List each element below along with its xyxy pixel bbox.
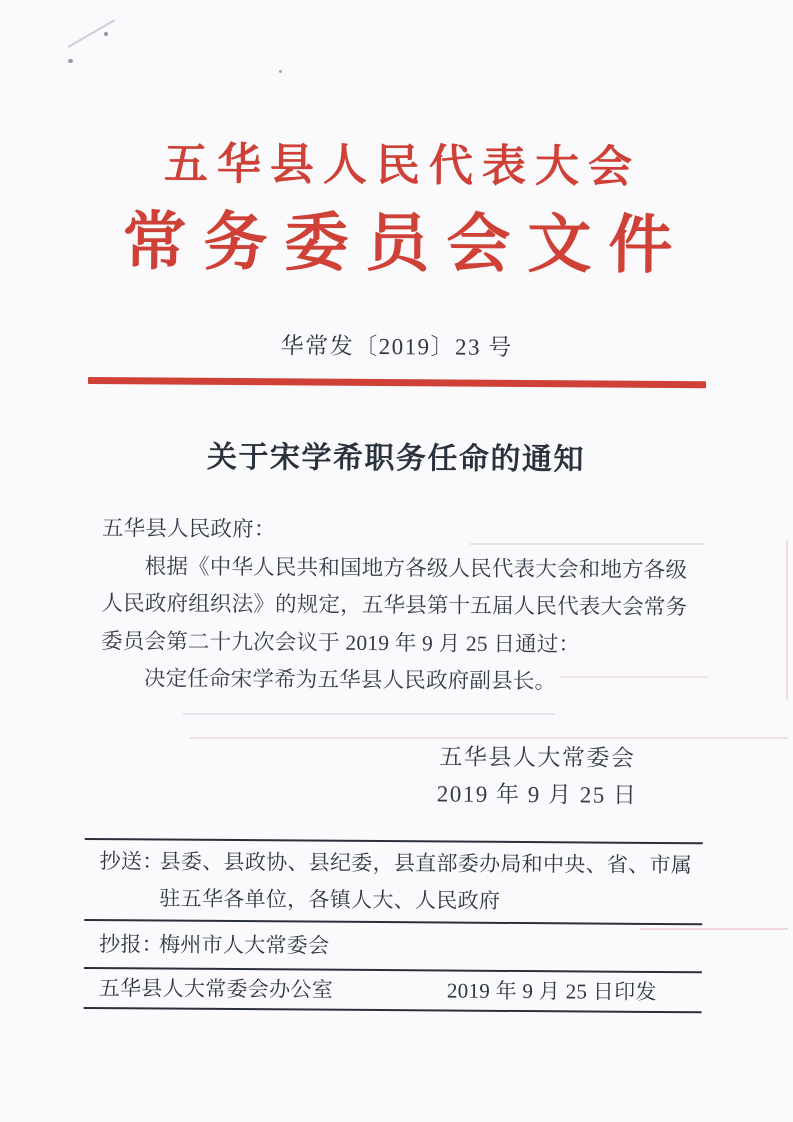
report-row <box>84 919 702 971</box>
issuing-org-name: 五华县人民代表大会 <box>163 139 642 192</box>
document-type-heading: 常务委员会文件 <box>122 206 690 282</box>
cc-line: 县委、县政协、县纪委，县直部委办局和中央、省、市属 <box>159 849 693 878</box>
signature-block <box>367 738 708 814</box>
print-date: 2019 年 9 月 25 日印发 <box>446 978 657 1004</box>
cc-line: 驻五华各单位，各镇人大、人民政府 <box>159 885 501 913</box>
report-label: 抄报： <box>98 932 164 957</box>
decision-line: 决定任命宋学希为五华县人民政府副县长。 <box>143 666 557 694</box>
issuing-office: 五华县人大常委会办公室 <box>98 976 334 1002</box>
red-divider-rule <box>88 377 706 388</box>
document-body <box>101 510 686 702</box>
signature-date: 2019 年 9 月 25 日 <box>436 781 638 808</box>
cc-label: 抄送： <box>99 849 164 874</box>
signature-org: 五华县人大常委会 <box>439 744 636 771</box>
document-title: 关于宋学希职务任命的通知 <box>206 440 586 477</box>
body-line: 人民政府组织法》的规定，五华县第十五届人民代表大会常务 <box>101 591 688 620</box>
salutation-line: 五华县人民政府： <box>101 516 276 542</box>
body-line: 委员会第二十九次会议于 2019 年 9 月 25 日通过： <box>101 628 581 656</box>
report-recipient: 梅州市人大常委会 <box>158 932 330 958</box>
document-footer <box>84 838 703 1013</box>
issue-row <box>84 967 702 1013</box>
cc-row <box>84 838 703 923</box>
document-number: 华常发〔2019〕23 号 <box>280 333 513 360</box>
body-line: 根据《中华人民共和国地方各级人民代表大会和地方各级 <box>144 553 688 582</box>
cc-recipients <box>159 843 702 920</box>
